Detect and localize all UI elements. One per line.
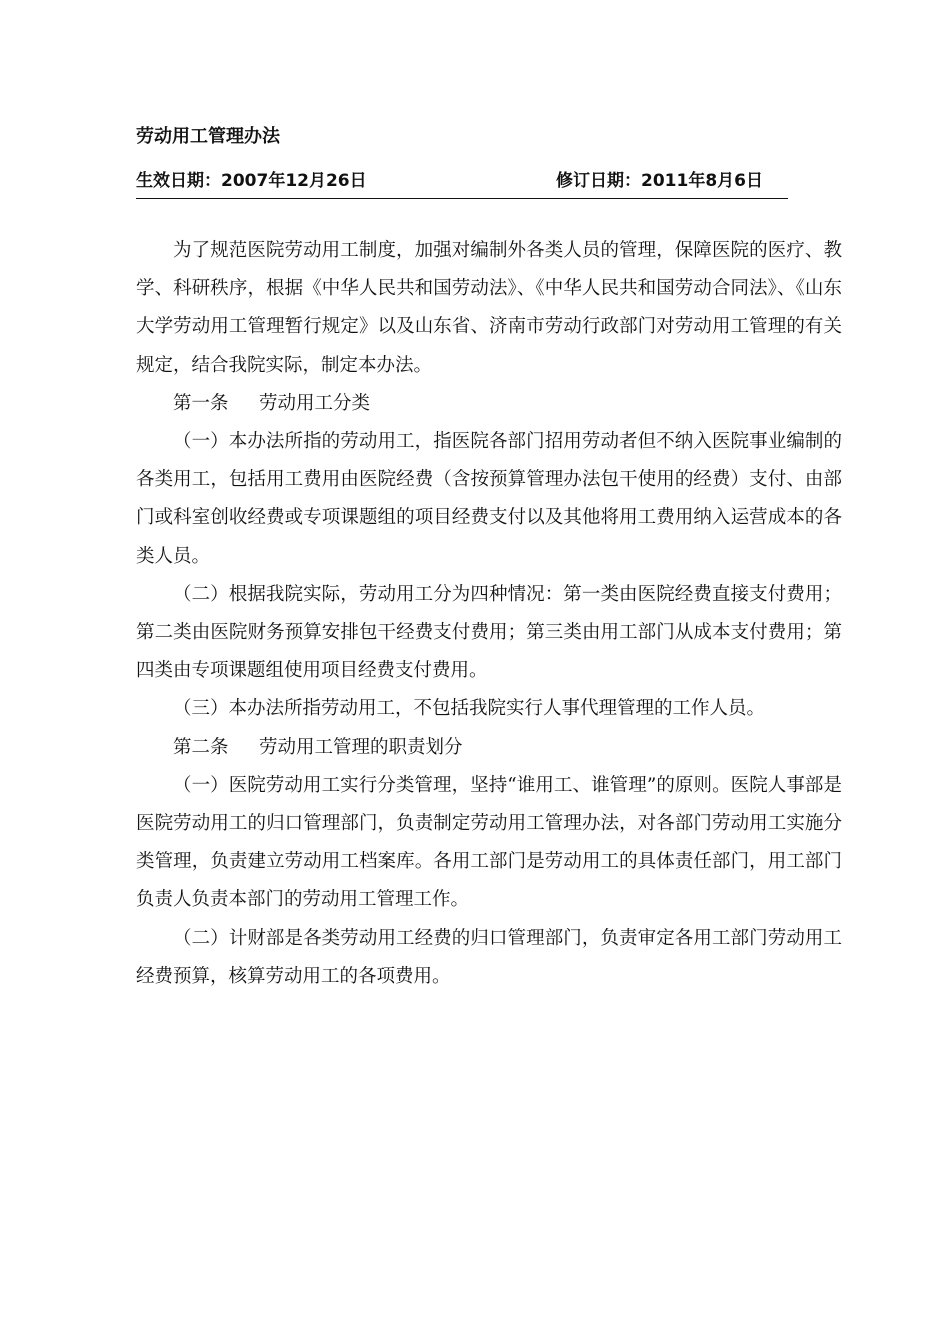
document-title: 劳动用工管理办法 (136, 126, 280, 147)
document-body (136, 232, 842, 996)
article-2-clause-1: （一）医院劳动用工实行分类管理，坚持“谁用工、谁管理”的原则。医院人事部是医院劳动用工的归口管理部门，负责制定劳动用工管理办法，对各部门劳动用工实施分类管理，负责建立劳动用工档案库。各用工部门是劳动用工的具体责任部门，用工部门负责人负责本部门的劳动用工管理工作。 (136, 774, 842, 911)
article-1-title: 劳动用工分类 (259, 392, 371, 414)
effective-date: 生效日期：2007年12月26日 (136, 171, 367, 191)
article-1-number: 第一条 (173, 392, 229, 414)
intro-paragraph: 为了规范医院劳动用工制度，加强对编制外各类人员的管理，保障医院的医疗、教学、科研秩序，根据《中华人民共和国劳动法》、《中华人民共和国劳动合同法》、《山东大学劳动用工管理暂行规定》以及山东省、济南市劳动行政部门对劳动用工管理的有关规定，结合我院实际，制定本办法。 (136, 240, 842, 376)
date-row (136, 168, 788, 199)
article-1-clause-2: （二）根据我院实际，劳动用工分为四种情况：第一类由医院经费直接支付费用；第二类由医院财务预算安排包干经费支付费用；第三类由用工部门从成本支付费用；第四类由专项课题组使用项目经费支付费用。 (136, 583, 842, 682)
article-2-title: 劳动用工管理的职责划分 (259, 736, 463, 758)
article-2-heading (136, 729, 842, 767)
article-2-number: 第二条 (173, 736, 229, 758)
article-1-clause-3: （三）本办法所指劳动用工，不包括我院实行人事代理管理的工作人员。 (173, 698, 766, 720)
article-1-heading (136, 385, 842, 423)
article-2-clause-2: （二）计财部是各类劳动用工经费的归口管理部门，负责审定各用工部门劳动用工经费预算，核算劳动用工的各项费用。 (136, 927, 842, 987)
article-1-clause-1: （一）本办法所指的劳动用工，指医院各部门招用劳动者但不纳入医院事业编制的各类用工，包括用工费用由医院经费（含按预算管理办法包干使用的经费）支付、由部门或科室创收经费或专项课题组的项目经费支付以及其他将用工费用纳入运营成本的各类人员。 (136, 431, 842, 567)
revised-date: 修订日期：2011年8月6日 (556, 171, 763, 191)
